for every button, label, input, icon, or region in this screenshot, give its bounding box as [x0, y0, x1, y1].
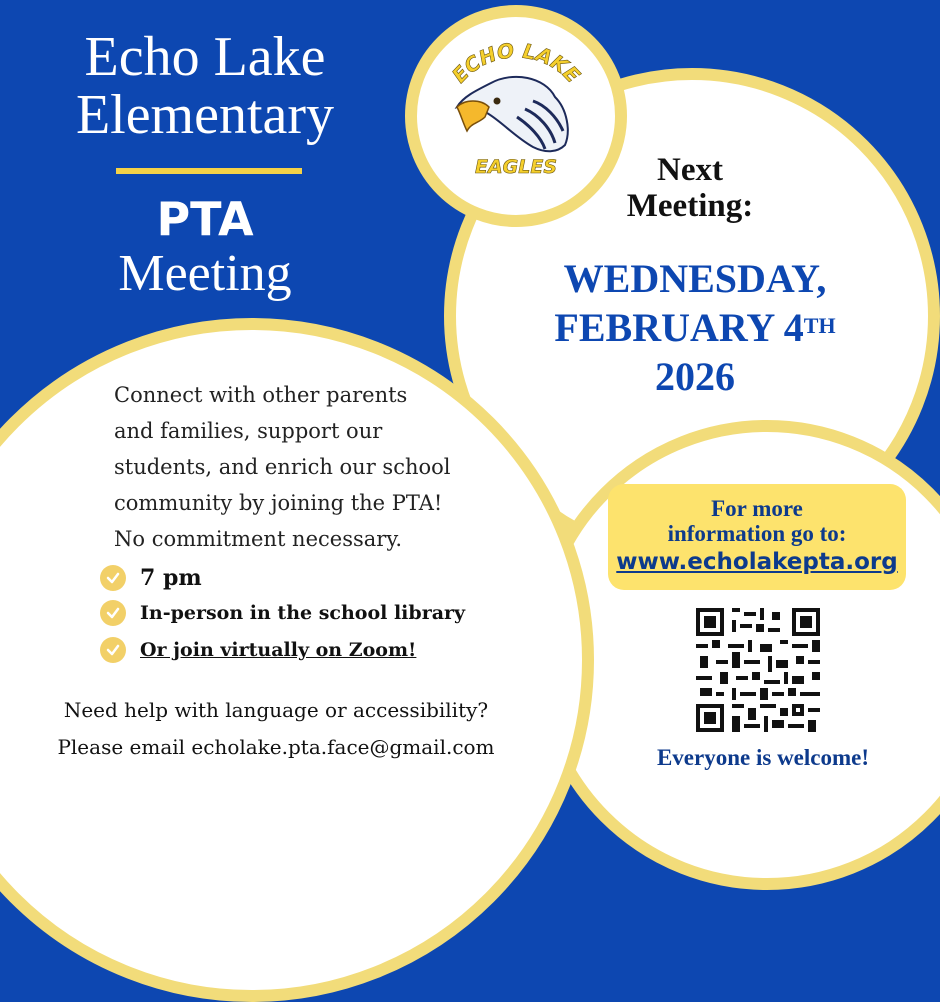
check-circle-icon [100, 637, 126, 663]
intro-line: students, and enrich our school [114, 455, 451, 479]
meeting-month-day [500, 303, 890, 352]
detail-time-text: 7 pm [140, 565, 202, 591]
info-line2: information go to: [667, 521, 847, 546]
meeting-day: WEDNESDAY, [563, 256, 827, 301]
help-line2: Please email echolake.pta.face@gmail.com [57, 735, 495, 759]
zoom-link[interactable]: Or join virtually on Zoom! [140, 639, 417, 661]
intro-line: No commitment necessary. [114, 527, 403, 551]
school-name-line2: Elementary [75, 84, 335, 146]
intro-line: Connect with other parents [114, 383, 408, 407]
meeting-date [500, 254, 890, 401]
info-box [608, 484, 906, 590]
intro-line: community by joining the PTA! [114, 491, 443, 515]
info-line1: For more [711, 496, 803, 521]
next-meeting-label-line1: Next [657, 152, 723, 188]
welcome-text: Everyone is welcome! [656, 745, 870, 770]
eagle-head-icon [457, 77, 568, 151]
meeting-heading: Meeting [118, 245, 292, 302]
website-link[interactable]: www.echolakepta.org [616, 549, 898, 575]
qr-code-icon[interactable] [692, 604, 824, 736]
meeting-year: 2026 [655, 354, 735, 399]
meeting-day-suffix: TH [803, 313, 836, 338]
detail-time [100, 564, 202, 592]
pta-heading: PTA [156, 192, 254, 246]
check-circle-icon [100, 565, 126, 591]
check-circle-icon [100, 600, 126, 626]
next-meeting-label [600, 152, 780, 224]
meeting-month-day-text: FEBRUARY 4 [554, 305, 804, 350]
logo-bottom-text: EAGLES [474, 156, 558, 178]
help-text [30, 692, 522, 766]
school-logo [405, 5, 627, 227]
intro-text [114, 377, 514, 557]
school-name-line1: Echo Lake [84, 26, 326, 88]
detail-location-text: In-person in the school library [140, 602, 466, 624]
title-divider [116, 168, 302, 174]
detail-location [100, 599, 465, 627]
logo-top-text: ECHO LAKE [447, 38, 585, 88]
intro-line: and families, support our [114, 419, 383, 443]
detail-zoom [100, 636, 416, 664]
help-line1: Need help with language or accessibility? [63, 698, 489, 722]
next-meeting-label-line2: Meeting: [626, 188, 754, 224]
info-text [608, 496, 906, 575]
school-name [40, 28, 370, 144]
